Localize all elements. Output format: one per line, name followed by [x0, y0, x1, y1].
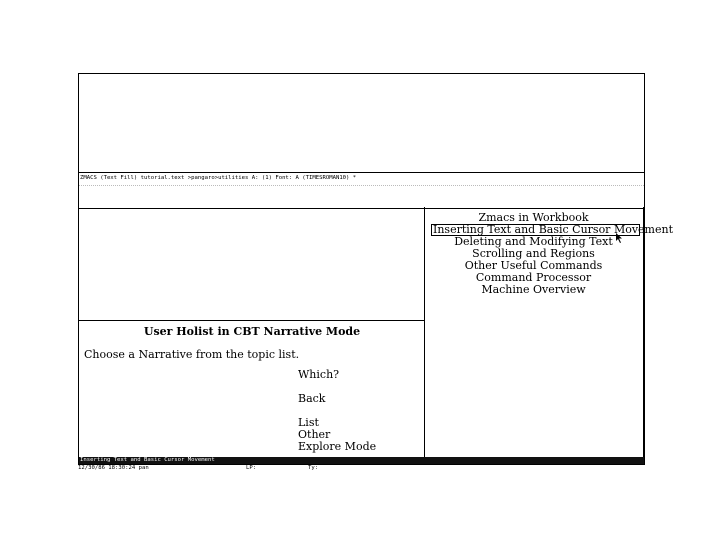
explore-mode-command[interactable]: Explore Mode — [298, 440, 377, 453]
editor-pane[interactable] — [79, 74, 644, 172]
narrative-title: User Holist in CBT Narrative Mode — [143, 325, 361, 338]
topic-item-deleting-text[interactable]: Deleting and Modifying Text — [454, 235, 613, 248]
which-command[interactable]: Which? — [298, 368, 340, 381]
topic-item-scrolling[interactable]: Scrolling and Regions — [472, 247, 595, 260]
who-line-lp: LP: — [246, 465, 257, 471]
topic-list-title: Zmacs in Workbook — [478, 211, 589, 224]
who-line-ty: Ty: — [308, 465, 319, 471]
topic-item-inserting-text[interactable]: Inserting Text and Basic Cursor Movement — [433, 223, 673, 236]
back-command[interactable]: Back — [298, 392, 326, 405]
lisp-machine-screen — [78, 73, 673, 465]
topic-item-other-commands[interactable]: Other Useful Commands — [464, 259, 603, 272]
status-bar: Inserting Text and Basic Cursor Movement — [79, 457, 644, 464]
minibuffer[interactable] — [79, 185, 644, 209]
list-command[interactable]: List — [298, 416, 319, 429]
blank-pane — [79, 207, 425, 321]
other-command[interactable]: Other — [298, 428, 331, 441]
mouse-cursor-icon — [615, 233, 623, 243]
who-line — [78, 465, 645, 473]
narrative-prompt: Choose a Narrative from the topic list. — [84, 348, 300, 361]
zmacs-modeline: ZMACS (Text Fill) tutorial.text >pangaro>utilities A: (1) Font: A (TIMESROMAN10) * — [79, 172, 645, 185]
topic-item-command-processor[interactable]: Command Processor — [475, 271, 592, 284]
who-line-datetime: 12/30/86 18:30:24 pan — [78, 465, 149, 471]
topic-list-pane — [425, 207, 673, 457]
narrative-pane — [79, 321, 425, 457]
topic-item-machine-overview[interactable]: Machine Overview — [481, 283, 586, 296]
